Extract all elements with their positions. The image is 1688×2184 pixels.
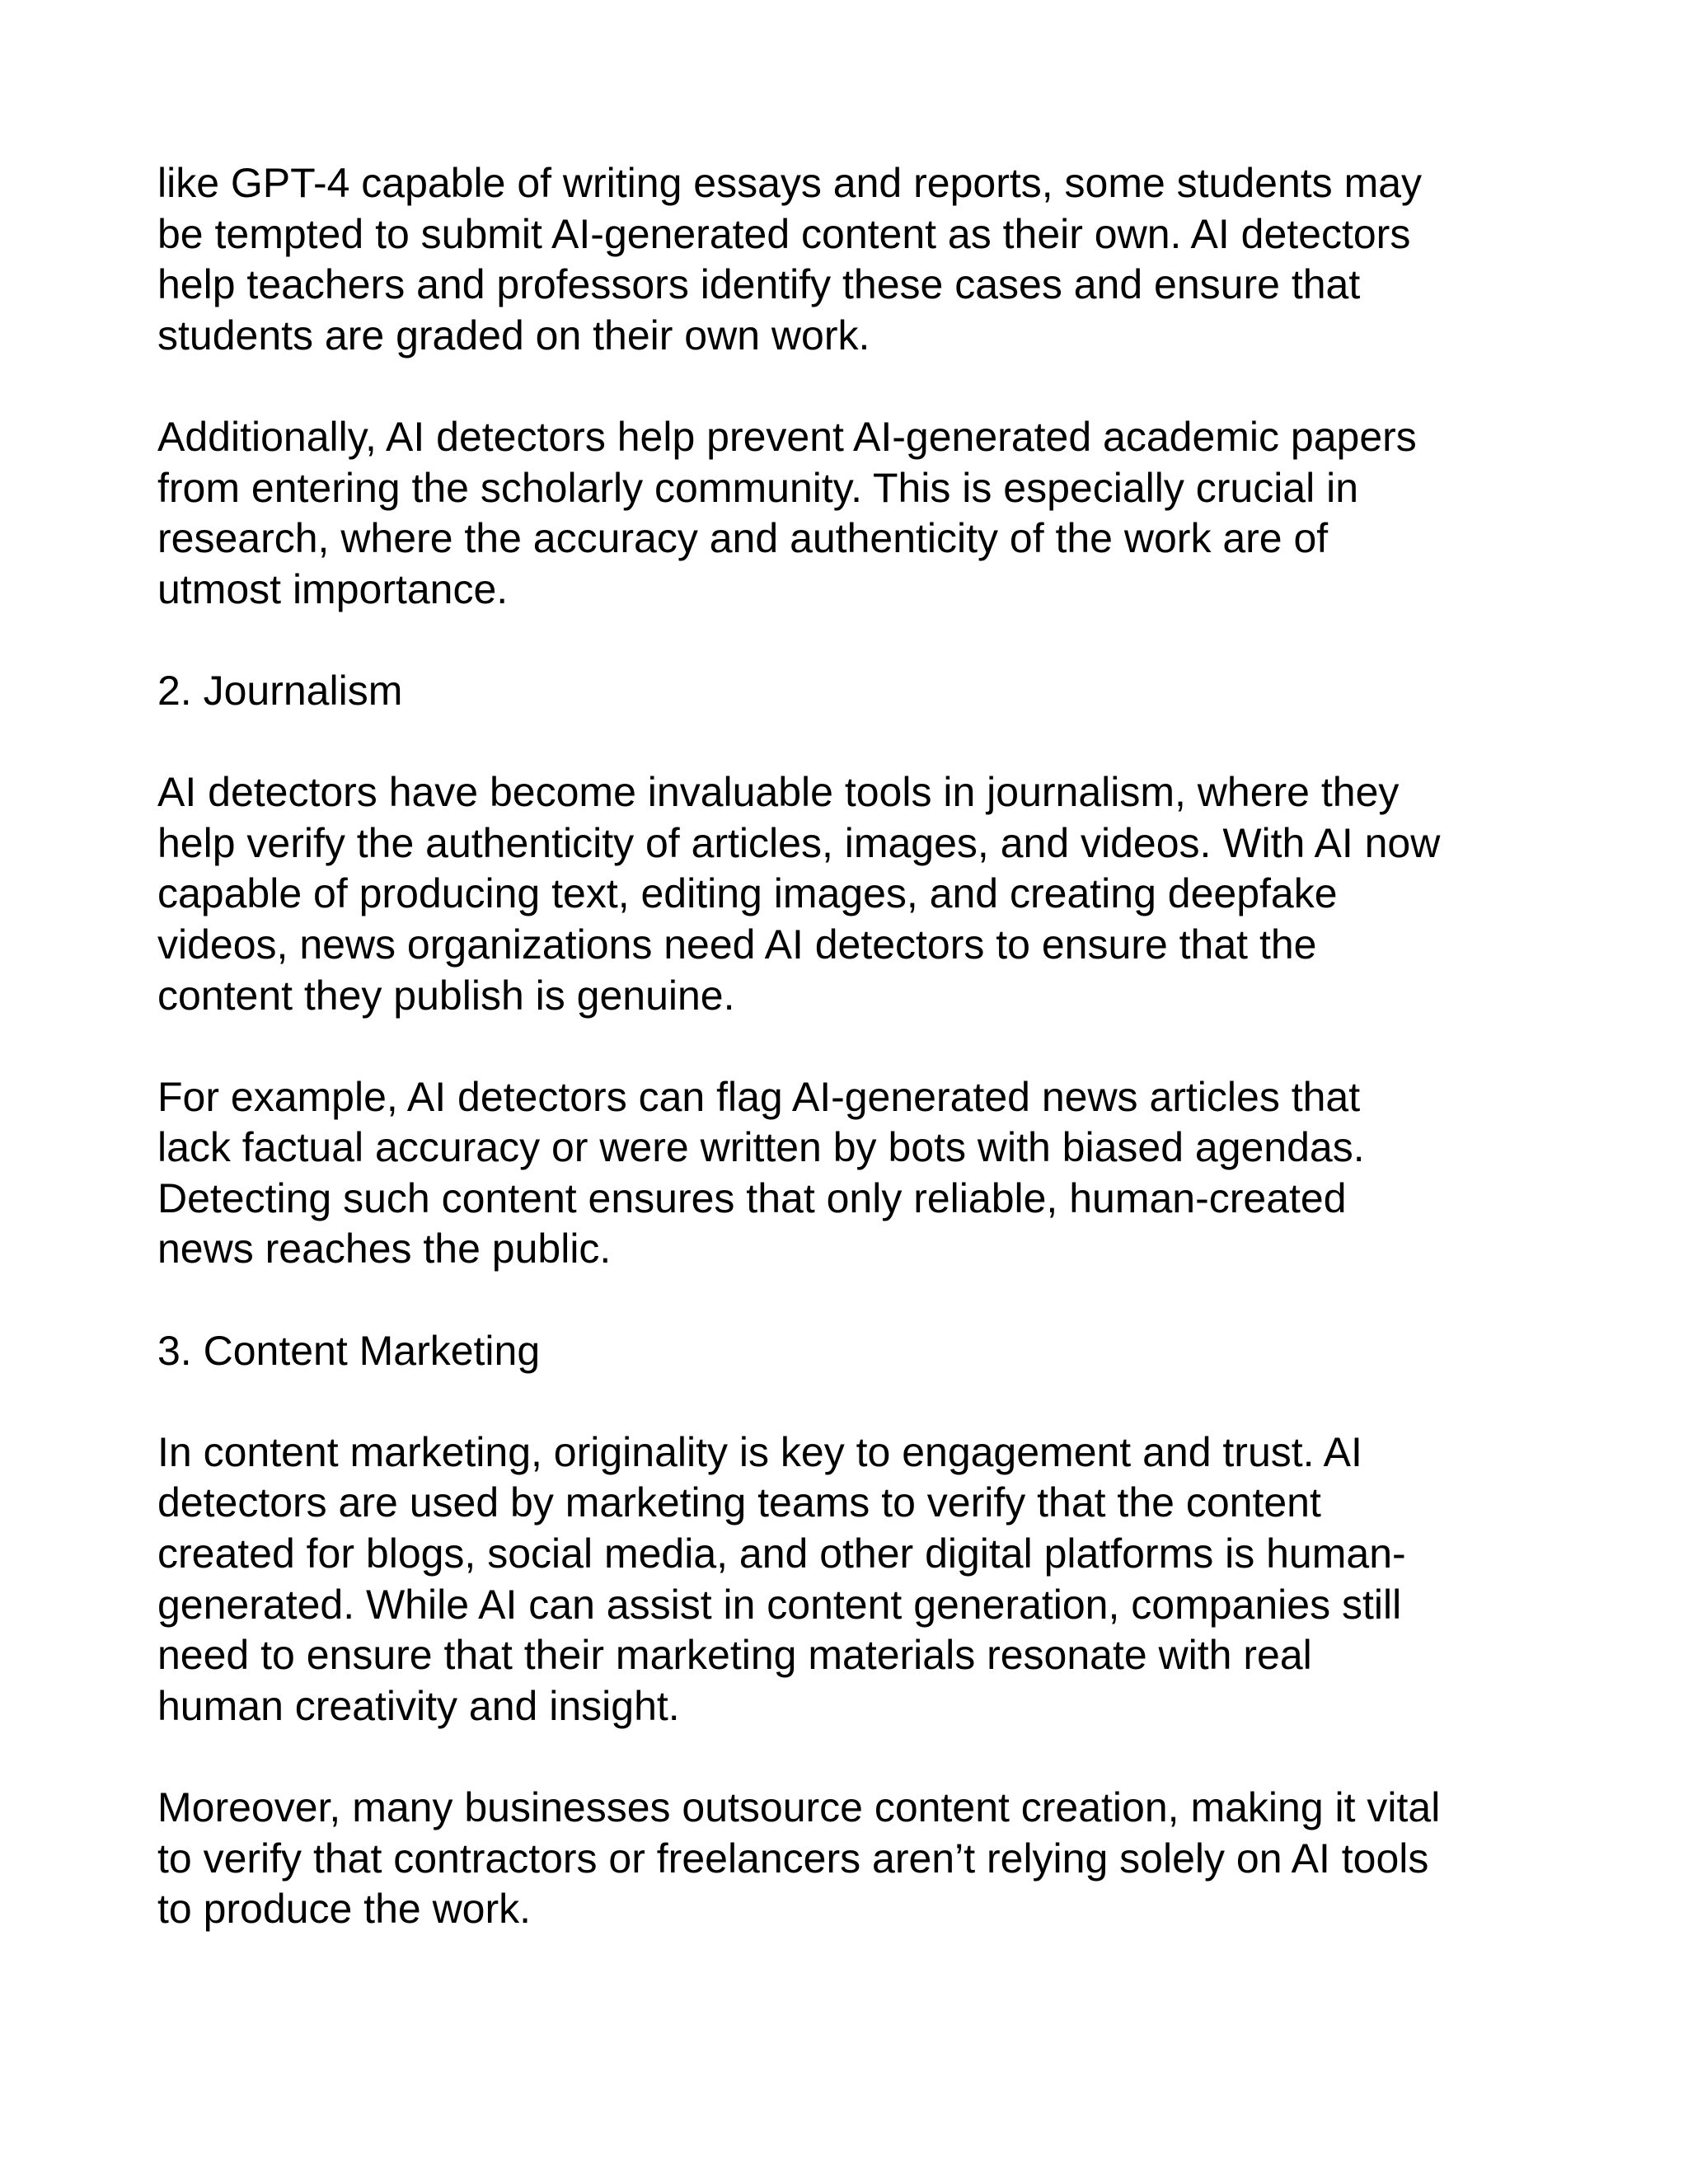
heading-journalism <box>157 666 1542 717</box>
text-line: detectors are used by marketing teams to verify that the content <box>157 1479 1321 1526</box>
text-line: utmost importance. <box>157 565 509 612</box>
text-line: students are graded on their own work. <box>157 312 870 359</box>
paragraph-journalism <box>157 767 1542 1021</box>
text-line: AI detectors have become invaluable tools in journalism, where they <box>157 769 1400 816</box>
text-line: content they publish is genuine. <box>157 972 735 1019</box>
text-line: Additionally, AI detectors help prevent AI-generated academic papers <box>157 413 1417 460</box>
text-line: news reaches the public. <box>157 1226 612 1272</box>
text-line: to verify that contractors or freelancers aren’t relying solely on AI tools <box>157 1835 1429 1882</box>
text-line: created for blogs, social media, and other digital platforms is human- <box>157 1530 1406 1577</box>
text-line: research, where the accuracy and authenticity of the work are of <box>157 515 1329 562</box>
text-line: from entering the scholarly community. This is especially crucial in <box>157 464 1359 511</box>
section-heading: 3. Content Marketing <box>157 1327 541 1374</box>
text-line: need to ensure that their marketing materials resonate with real <box>157 1632 1312 1679</box>
text-line: lack factual accuracy or were written by bots with biased agendas. <box>157 1124 1365 1171</box>
text-line: help teachers and professors identify these cases and ensure that <box>157 261 1361 308</box>
text-line: Detecting such content ensures that only reliable, human-created <box>157 1174 1347 1221</box>
text-line: like GPT-4 capable of writing essays and reports, some students may <box>157 160 1423 206</box>
text-line: Moreover, many businesses outsource content creation, making it vital <box>157 1784 1441 1830</box>
text-line: be tempted to submit AI-generated content as their own. AI detectors <box>157 210 1411 257</box>
text-line: In content marketing, originality is key to engagement and trust. AI <box>157 1428 1362 1475</box>
text-line: to produce the work. <box>157 1886 532 1933</box>
paragraph-journalism-example <box>157 1072 1542 1275</box>
text-line: human creativity and insight. <box>157 1682 680 1729</box>
paragraph-content-marketing <box>157 1427 1542 1732</box>
paragraph-academic-integrity <box>157 158 1542 361</box>
heading-content-marketing <box>157 1326 1542 1377</box>
text-line: For example, AI detectors can flag AI-generated news articles that <box>157 1073 1361 1120</box>
text-line: generated. While AI can assist in content generation, companies still <box>157 1581 1402 1628</box>
paragraph-scholarly-community <box>157 412 1542 615</box>
text-line: videos, news organizations need AI detectors to ensure that the <box>157 921 1317 968</box>
text-line: capable of producing text, editing images, and creating deepfake <box>157 870 1338 917</box>
section-heading: 2. Journalism <box>157 667 403 714</box>
paragraph-outsourcing <box>157 1783 1542 1935</box>
text-line: help verify the authenticity of articles, images, and videos. With AI now <box>157 819 1441 866</box>
document-body <box>157 158 1542 1935</box>
